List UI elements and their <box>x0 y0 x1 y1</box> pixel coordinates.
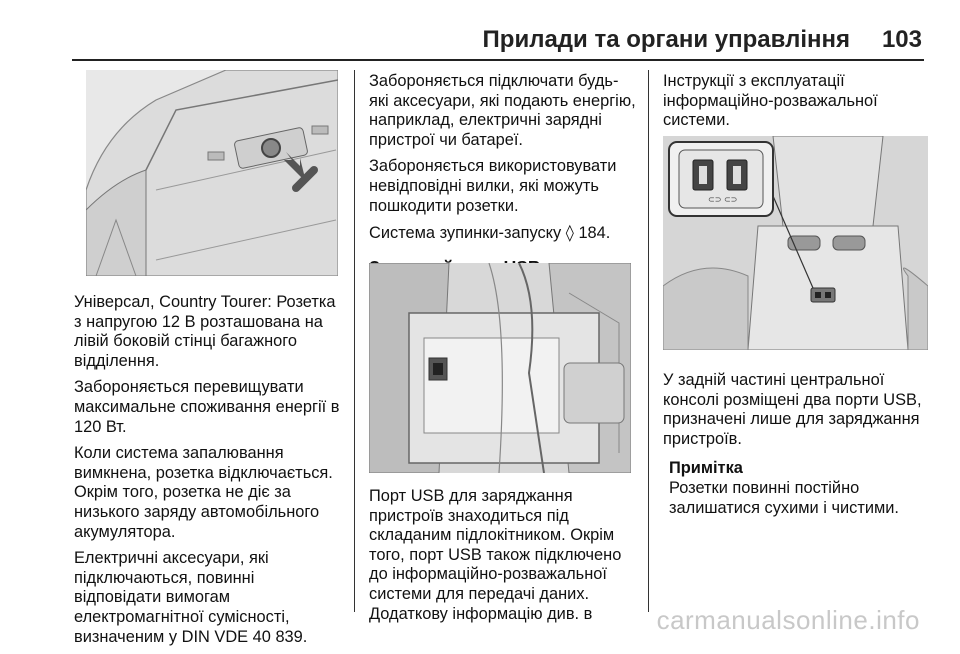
note-block <box>663 459 928 518</box>
paragraph: Коли система запалювання вимкнена, розетка відключається. Окрім того, розетка не діє за низького заряду автомобільного акумулятора. <box>74 444 333 541</box>
page-title: Прилади та органи управління <box>482 26 850 53</box>
column-divider-left <box>354 70 355 612</box>
note-title: Примітка <box>669 459 743 478</box>
paragraph: Електричні аксесуари, які підключаються, повинні відповідати вимогам електромагнітної сумісності, визначеним у DIN VDE 40 839. <box>74 549 308 646</box>
svg-text:⊂⊃ ⊂⊃: ⊂⊃ ⊂⊃ <box>708 195 738 204</box>
page-number: 103 <box>881 26 922 53</box>
figure-usb-armrest <box>369 263 631 473</box>
figure-caption-usb-armrest: Порт USB для заряджання пристроїв знаходиться під складаним підлокітником. Окрім того, порт USB також підключено до інформаційно-розважальної системи для передачі даних. Додаткову інформацію див. в <box>369 487 622 623</box>
note-text: Розетки повинні постійно залишатися сухими і чистими. <box>669 478 899 517</box>
figure-caption-trunk-socket: Універсал, Country Tourer: Розетка з напругою 12 В розташована на лівій боковій стінці багажного відділення. <box>74 293 336 370</box>
page-reference-icon: ◊ <box>565 223 574 243</box>
watermark: carmanualsonline.info <box>656 605 920 635</box>
paragraph: Забороняється підключати будь-які аксесуари, які подають енергію, наприклад, електричні зарядні пристрої чи батареї. <box>369 72 636 149</box>
header-rule <box>72 59 924 61</box>
figure-trunk-socket <box>86 70 338 276</box>
paragraph: Забороняється перевищувати максимальне споживання енергії в 120 Вт. <box>74 378 340 436</box>
paragraph: Забороняється використовувати невідповідні вилки, які можуть пошкодити розетки. <box>369 157 617 215</box>
paragraph: Інструкції з експлуатації інформаційно-розважальної системи. <box>663 72 878 130</box>
reference-text: Система зупинки-запуску <box>369 224 566 243</box>
reference-page[interactable]: 184. <box>573 224 611 243</box>
column-divider-right <box>648 70 649 612</box>
paragraph-cross-reference <box>369 223 637 244</box>
figure-caption-rear-usb-ports: У задній частині центральної консолі розміщені два порти USB, призначені лише для заряджання пристроїв. <box>663 371 922 448</box>
figure-rear-usb-ports <box>663 136 928 350</box>
